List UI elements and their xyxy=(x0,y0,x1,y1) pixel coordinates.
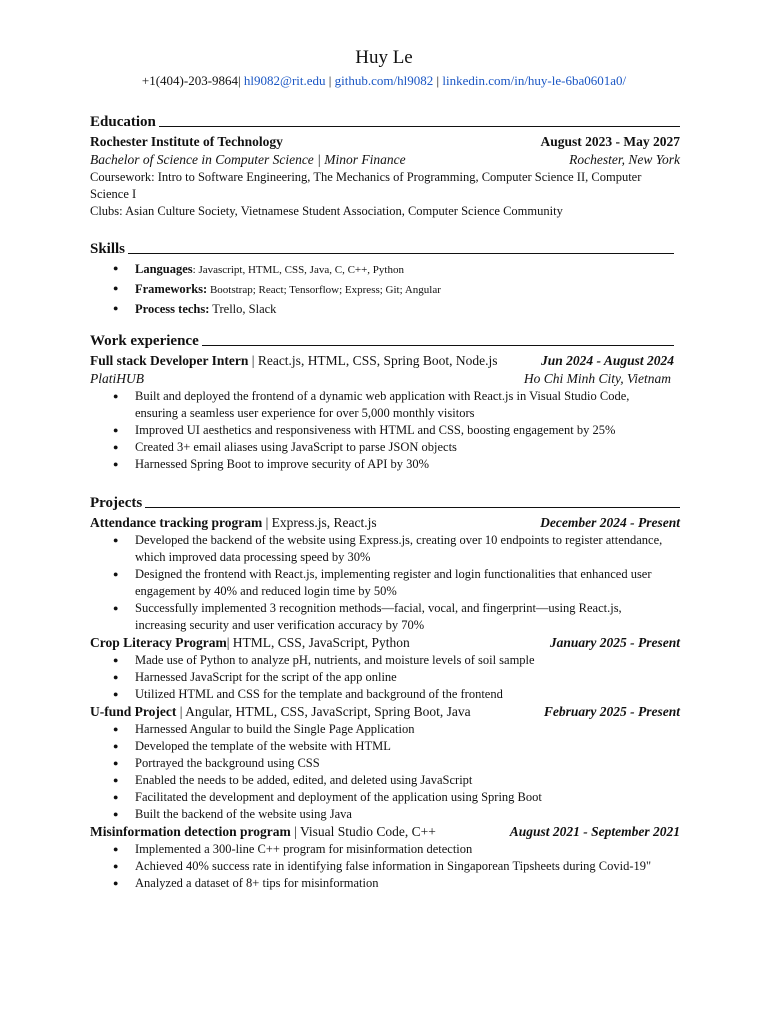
project-tech: | HTML, CSS, JavaScript, Python xyxy=(226,635,410,650)
education-section xyxy=(90,113,680,220)
projects-section xyxy=(90,494,680,892)
coursework: Coursework: Intro to Software Engineering, The Mechanics of Programming, Computer Science II, Computer Science I xyxy=(90,170,642,201)
list-item: ● Implemented a 300-line C++ program for misinformation detection xyxy=(135,841,680,858)
project-title-row xyxy=(90,823,680,841)
skills-list xyxy=(90,260,674,319)
degree: Bachelor of Science in Computer Science | Minor Finance xyxy=(90,152,406,167)
project-tech: | Angular, HTML, CSS, JavaScript, Spring Boot, Java xyxy=(176,704,471,719)
list-item: ● Achieved 40% success rate in identifying false information in Singaporean Tipsheets during Covid-19" xyxy=(135,858,680,875)
project-entry xyxy=(90,514,680,634)
email-link[interactable]: hl9082@rit.edu xyxy=(243,73,326,88)
project-title-row xyxy=(90,514,680,532)
section-rule xyxy=(159,126,680,127)
list-item: ● Designed the frontend with React.js, implementing register and login functionalities that enhanced user engagement by 40% and reduced login time by 50% xyxy=(135,566,680,600)
list-item: ● Harnessed JavaScript for the script of the app online xyxy=(135,669,680,686)
list-item: ● Harnessed Spring Boot to improve security of API by 30% xyxy=(135,456,674,473)
section-rule xyxy=(202,345,674,346)
education-degree-row xyxy=(90,151,680,169)
project-dates: February 2025 - Present xyxy=(543,704,680,719)
list-item: ● Created 3+ email aliases using JavaScript to parse JSON objects xyxy=(135,439,674,456)
skills-section xyxy=(90,240,674,319)
company-name: PlatiHUB xyxy=(90,371,144,386)
list-item: ● Built the backend of the website using Java xyxy=(135,806,680,823)
list-item: ● Built and deployed the frontend of a dynamic web application with React.js in Visual Studio Code, ensuring a seamless user experience for over 5,000 monthly visitors xyxy=(135,388,674,422)
job-location: Ho Chi Minh City, Vietnam xyxy=(523,371,671,386)
skill-item: ● Languages: Javascript, HTML, CSS, Java, C, C++, Python xyxy=(135,260,674,280)
section-rule xyxy=(145,507,680,508)
job-tech: | React.js, HTML, CSS, Spring Boot, Node.js xyxy=(248,353,498,368)
section-heading-skills: Skills xyxy=(90,240,674,258)
list-item: ● Analyzed a dataset of 8+ tips for misinformation xyxy=(135,875,680,892)
project-dates: December 2024 - Present xyxy=(540,515,680,530)
work-bullets xyxy=(90,388,674,473)
section-heading-work: Work experience xyxy=(90,332,674,350)
github-link[interactable]: github.com/hl9082 xyxy=(334,73,434,88)
project-entry xyxy=(90,823,680,892)
school-name: Rochester Institute of Technology xyxy=(90,134,283,149)
skill-item: ● Process techs: Trello, Slack xyxy=(135,300,674,319)
list-item: ● Utilized HTML and CSS for the template and background of the frontend xyxy=(135,686,680,703)
job-role: Full stack Developer Intern xyxy=(90,353,249,368)
project-title-row xyxy=(90,703,680,721)
candidate-name: Huy Le xyxy=(355,47,413,68)
project-name: Crop Literacy Program xyxy=(90,635,227,650)
list-item: ● Developed the backend of the website using Express.js, creating over 10 endpoints to register attendance, which improved data processing speed by 30% xyxy=(135,532,680,566)
list-item: ● Developed the template of the website with HTML xyxy=(135,738,680,755)
project-bullets xyxy=(90,841,680,892)
education-location: Rochester, New York xyxy=(569,152,680,167)
list-item: ● Improved UI aesthetics and responsiveness with HTML and CSS, boosting engagement by 25% xyxy=(135,422,674,439)
job-dates: Jun 2024 - August 2024 xyxy=(540,353,674,368)
job-company-row xyxy=(90,370,674,388)
job-title-row xyxy=(90,352,674,370)
contact-separator: | xyxy=(436,73,443,88)
section-rule xyxy=(128,253,674,254)
project-list xyxy=(90,514,680,892)
list-item: ● Enabled the needs to be added, edited, and deleted using JavaScript xyxy=(135,772,680,789)
phone-number: +1(404)-203-9864| xyxy=(141,73,241,88)
project-dates: August 2021 - September 2021 xyxy=(509,824,680,839)
project-title-row xyxy=(90,634,680,652)
project-tech: | Express.js, React.js xyxy=(262,515,377,530)
list-item: ● Harnessed Angular to build the Single Page Application xyxy=(135,721,680,738)
skill-item: ● Frameworks: Bootstrap; React; Tensorflow; Express; Git; Angular xyxy=(135,280,674,300)
education-dates: August 2023 - May 2027 xyxy=(540,134,680,149)
project-name: U-fund Project xyxy=(90,704,177,719)
list-item: ● Portrayed the background using CSS xyxy=(135,755,680,772)
project-dates: January 2025 - Present xyxy=(549,635,680,650)
contact-line xyxy=(0,73,768,89)
education-school-row xyxy=(90,133,680,151)
project-bullets xyxy=(90,721,680,823)
list-item: ● Successfully implemented 3 recognition methods—facial, vocal, and fingerprint—using React.js, increasing security and user verification accuracy by 70% xyxy=(135,600,680,634)
project-entry xyxy=(90,634,680,703)
clubs: Clubs: Asian Culture Society, Vietnamese Student Association, Computer Science Community xyxy=(90,204,563,218)
section-heading-education: Education xyxy=(90,113,680,131)
list-item: ● Made use of Python to analyze pH, nutrients, and moisture levels of soil sample xyxy=(135,652,680,669)
contact-separator: | xyxy=(328,73,335,88)
project-bullets xyxy=(90,532,680,634)
project-entry xyxy=(90,703,680,823)
project-tech: | Visual Studio Code, C++ xyxy=(290,824,436,839)
project-name: Attendance tracking program xyxy=(90,515,263,530)
list-item: ● Facilitated the development and deployment of the application using Spring Boot xyxy=(135,789,680,806)
work-section xyxy=(90,332,674,473)
project-bullets xyxy=(90,652,680,703)
linkedin-link[interactable]: linkedin.com/in/huy-le-6ba0601a0/ xyxy=(442,73,627,88)
project-name: Misinformation detection program xyxy=(90,824,291,839)
section-heading-projects: Projects xyxy=(90,494,680,512)
